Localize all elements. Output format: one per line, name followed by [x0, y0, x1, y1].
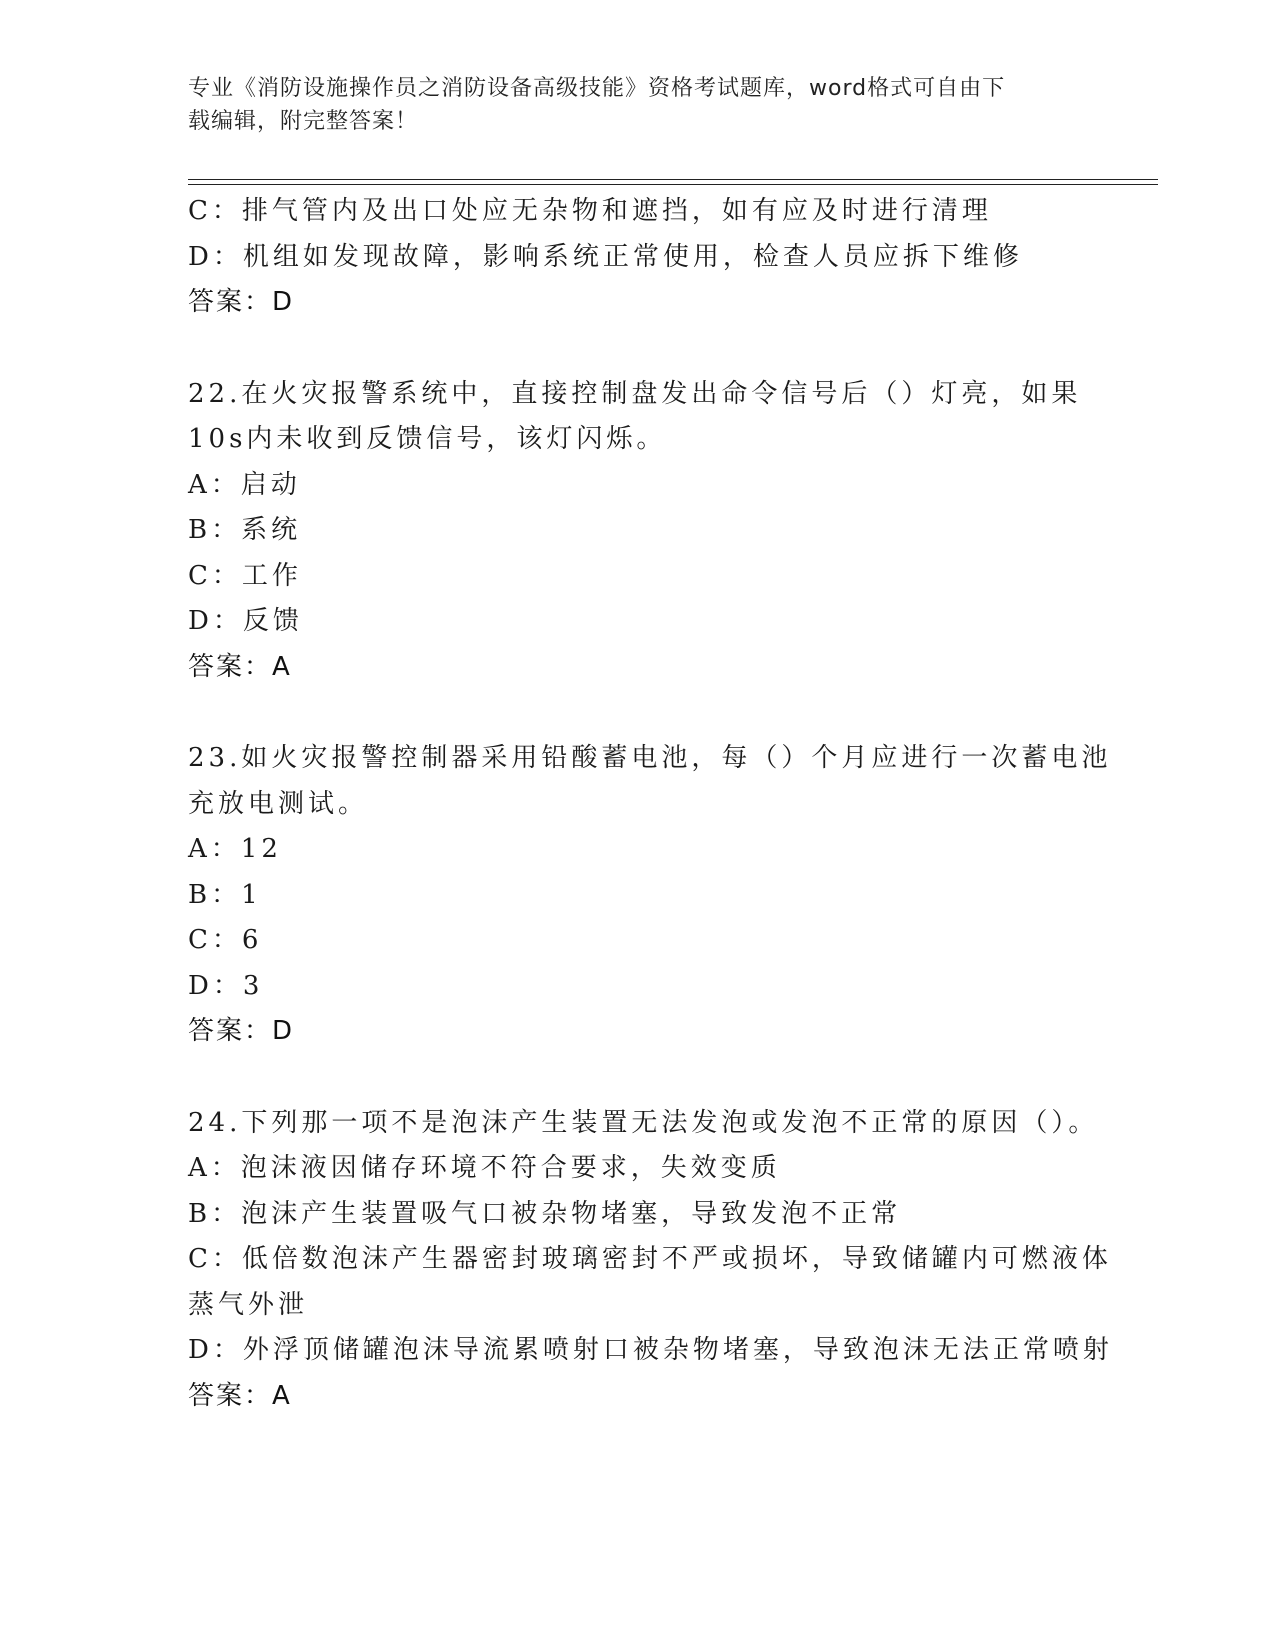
document-header — [188, 72, 1088, 138]
header-line-1: 专业《消防设施操作员之消防设备高级技能》资格考试题库，word格式可自由下 — [188, 76, 1006, 101]
question-stem-line: 充放电测试。 — [188, 788, 369, 819]
option-b: B：1 — [188, 879, 262, 910]
spacer — [188, 326, 1188, 372]
option-d: D：机组如发现故障，影响系统正常使用，检查人员应拆下维修 — [188, 241, 1023, 272]
question-24 — [188, 1101, 1188, 1420]
header-rule-top — [188, 179, 1158, 180]
option-c: C：排气管内及出口处应无杂物和遮挡，如有应及时进行清理 — [188, 196, 992, 226]
option-c: C：6 — [188, 925, 263, 955]
question-list — [188, 189, 1188, 1419]
question-21-continued — [188, 189, 1188, 326]
option-c: C：低倍数泡沫产生器密封玻璃密封不严或损坏，导致储罐内可燃液体 — [188, 1244, 1112, 1274]
spacer — [188, 1055, 1188, 1101]
option-d: D：反馈 — [188, 606, 303, 636]
option-d: D：外浮顶储罐泡沫导流累喷射口被杂物堵塞，导致泡沫无法正常喷射 — [188, 1335, 1113, 1365]
question-22 — [188, 372, 1188, 691]
option-b: B：系统 — [188, 515, 302, 545]
question-stem-line: 23.如火灾报警控制器采用铅酸蓄电池，每（）个月应进行一次蓄电池 — [188, 743, 1112, 773]
question-stem-line: 10s内未收到反馈信号，该灯闪烁。 — [188, 424, 667, 454]
header-rule-bottom — [188, 184, 1158, 185]
header-line-2: 载编辑，附完整答案！ — [188, 109, 419, 134]
option-a: A：12 — [188, 834, 282, 864]
answer-label: 答案：A — [188, 1380, 292, 1411]
option-a: A：启动 — [188, 469, 301, 500]
question-stem-line: 24.下列那一项不是泡沫产生装置无法发泡或发泡不正常的原因（）。 — [188, 1107, 1099, 1138]
spacer — [188, 690, 1188, 736]
answer-label: 答案：A — [188, 651, 292, 682]
option-c: C：工作 — [188, 560, 302, 591]
option-b: B：泡沫产生装置吸气口被杂物堵塞，导致发泡不正常 — [188, 1198, 902, 1229]
answer-label: 答案：D — [188, 1016, 295, 1046]
option-a: A：泡沫液因储存环境不符合要求，失效变质 — [188, 1153, 781, 1183]
answer-label: 答案：D — [188, 287, 295, 317]
question-stem-line: 22.在火灾报警系统中，直接控制盘发出命令信号后（）灯亮，如果 — [188, 378, 1082, 409]
option-d: D：3 — [188, 970, 264, 1001]
option-c-continued: 蒸气外泄 — [188, 1289, 309, 1320]
question-23 — [188, 736, 1188, 1055]
